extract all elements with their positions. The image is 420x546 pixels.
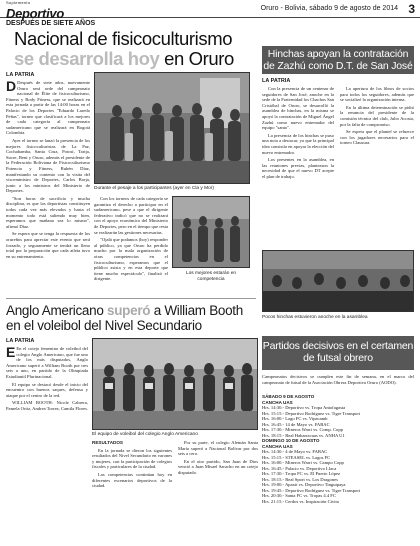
section-label: DESPUÉS DE SIETE AÑOS [6,20,96,27]
dateline: Oruro - Bolivia, sábado 9 de agosto de 2014 [260,5,398,12]
dropcap: E [6,346,16,360]
paragraph: "Ojalá que podamos (hoy) responder al público, ya que Oruro ha perdido mucho por la mala organización de otras competencias en el fisicoculturismo, esperamos que el público asista y en esta deporte que tiene mucho espectáculo", finalizó el dirigente. [94,237,168,282]
venue-heading: CANCHA UAS [262,443,293,449]
paragraph: Los presentes en la asamblea, en las reuniones previas, plantearon la necesidad de que el nuevo DT acepte el plan de trabajo. [262,157,334,179]
headline-hinchas: Hinchas apoyan la contratación de Zazhú como D.T. de San José [263,48,413,72]
article-body [94,196,168,290]
photo-illustration [95,73,250,184]
paragraph: En el otro partido, San Juan de Dios venció a Juan Misael Saracho en un cotejo disputado. [178,458,258,475]
headline-part: a William Booth [153,303,243,318]
headline-tail: en Oruro [164,48,234,69]
volleyball-team-photo [92,338,258,430]
source-tag: LA PATRIA [6,338,35,344]
source-tag: LA PATRIA [6,72,35,78]
article-body [340,86,414,246]
fixture-item: Hrs. 14:30.- 4 de Mayo vs. FABAC [262,449,328,454]
headline-highlight: se desarrolla hoy [14,48,160,69]
photo-illustration [173,197,250,268]
headline-part: en el voleibol del Nivel Secundario [6,318,202,333]
paragraph: Las competencias continúan hoy en diferentes escenarios deportivos de la ciudad. [92,471,172,489]
masthead [0,0,420,21]
fixture-item: Hrs. 19:45.- Deportivo Rodríguez vs. Tigre Transport [262,487,361,493]
headline-futsal: Partidos decisivos en el certamen de futsal obrero [262,340,414,364]
fixture-item: Hrs. 16:45.- 14 de Mayo vs. FABAC [262,421,330,427]
paragraph: Se espera que se tenga la respuesta de los orureños para apreciar este evento que será forzado, y seguramente se tendrá un lleno total por la preparación que cada atleta tuvo en su entrenamiento. [6,231,90,259]
paragraph: En la jornada se dieron los siguientes resultados del Nivel Secundario en varones y mujeres, con la participación de colegios fiscales y particulares de la ciudad. [92,447,172,470]
fixture-item: Hrs. 16:00.- Lago FC vs. Vipacamb [262,416,328,421]
venue-heading: CANCHA UAS [262,399,293,405]
hinchas-headline-box [262,46,414,74]
photo-caption: Durante el pesaje a los participantes (ayer en Cla y Mor) [94,186,214,191]
fixture-item: Hrs. 19:00.- Apaxit vs. Deportivo Tinguipaya [262,482,346,487]
day-heading: DOMINGO 10 DE AGOSTO [262,438,320,443]
fixture-item: Hrs. 16:00.- Mineros Warri vs. Campo Copp [262,460,344,465]
fixture-item: Hrs. 14:30.- Deportivo vs. Tropa Antofagasta [262,405,346,410]
article-intro [262,374,414,392]
fixture-item: Hrs. 17:30.- Tropa FC vs. El Puerto López [262,471,341,476]
paragraph: Se espera que el plantel se refuerce con los jugadores necesarios para el torneo Clausura. [340,129,414,146]
subheading-resultados: RESULTADOS [92,440,123,445]
paragraph: Después de siete años, nuevamente Oruro será sede del campeonato nacional de Élite de fisicoculturismo, Fitness y Body Fitness, que se realizará en esta jornada a partir de las 14:00 horas en el Palacio de los Deportes "Eduardo Laredo Peñas", torneo que clasificará a los mejores de cada categoría al campeonato sudamericano que se realizará en Bogotá Colombia. [6,80,90,136]
headline-voleibol [6,303,286,333]
dropcap: D [6,80,17,94]
paragraph: La apertura de los libros de socios para todos los seguidores, además que se socializó la organización interna. [340,86,414,103]
fixture-item: Hrs. 20:30.- Santa FC vs. Tropas 4.4 FC [262,493,336,498]
fixture-list [262,394,414,504]
photo-caption: Los mejores estarán en competencia [185,271,237,282]
paragraph: "Son horas de sacrificio y mucha disciplina, es que los deportistas constituyen todos cada vez más elevados y hasta el momento todo está saliendo muy bien, esperamos que mañana sea lo mismo", afirmó Díaz. [6,195,90,229]
paragraph: WILLIAM BOOTH: Nicole Cabrera, Pamela Ortiz, Andrea Torrez, Camila Flores. [6,400,88,411]
fixture-item: Hrs. 17:30.- Mineros Warri vs. Comp. Copp [262,427,343,432]
futsal-headline-box [262,336,414,370]
article-body [92,440,172,542]
fixture-item: Hrs. 18:15.- Real Sport vs. Los Dragones [262,476,338,482]
paragraph: La presencia de los hinchas se puso una nota a destacar, ya que la principal idea consistía en apoyar la elección del nuevo entrenador. [262,132,334,155]
fixture-item: Hrs. 15:15.- Deportivo Rodríguez vs. Tigre Transport [262,410,361,416]
fixture-item: Hrs. 16:45.- Palacio vs. Deportivo Llaca [262,465,337,471]
fixture-item: Hrs. 18:15.- Real Habarracuas vs. ANHA U1 [262,432,345,438]
headline-part: Anglo Americano [6,303,104,318]
article-body [262,86,334,246]
photo-caption: Pocos hinchas estuvieron anoche en la asamblea [262,315,368,320]
paragraph: Con los torneos de cada categoría se garantiza el derecho a participar en el sudamericano, pese a que el dirigente federativo indicó que no se realizará con el apoyo económico del Ministerio de Deportes, pero en el tiempo que resta se realizarán las gestiones necesarias. [94,196,168,235]
bodybuilders-photo [94,72,250,184]
paragraph: En la última determinación se pidió la renuncia del presidente de la comisión técnica del club, Julio Acosta, por la falta de compromiso. [340,104,414,127]
athletes-photo [172,196,250,268]
logo-text: Deportivo [6,6,64,21]
day-heading: SÁBADO 9 DE AGOSTO [262,394,315,399]
fixture-item: Hrs. 15:15.- STEASEL vs. Lagos FC [262,454,331,460]
photo-caption: El equipo de voleibol del colegio Anglo Americano [92,432,198,437]
paragraph: En el cotejo femenino de voleibol del colegio Anglo Americano, que fue uno de los más disputados, Anglo Americano superó a William Booth por tres sets a uno, en partido de la Olimpiada Estudiantil Plurinacional. [6,346,88,379]
paragraph: Ayer el torneo se lanzó la presencia de los mejores fisicoculturistas de La Paz, Cochabamba, Santa Cruz, Potosí, Tarija, Sucre, Beni y Oruro, además el presidente de la Federación Boliviana de Fisicoculturismo Potencia y Fitness, Rubén Díaz, manifestando su contento con la visita del visceministro de Deportes, Carlos Borja, junto a los ministros del Ministerio de Deportes. [6,137,90,194]
headline-fisicoculturismo [14,29,254,69]
headline-line1: Nacional de fisicoculturismo [14,28,233,49]
page-number: 3 [408,2,415,16]
source-tag: LA PATRIA [262,78,291,84]
fixture-item: Hrs. 21:15.- Cerdos vs. Inspiración Civita [262,498,339,504]
headline-highlight: superó [107,303,151,318]
paragraph: Por su parte, el colegio Alemán Santa María superó a Nacional Bolívar por dos sets a cero. [178,440,258,457]
logo-small-text: Suplemento [6,0,31,5]
article-body [6,346,88,542]
article-body [6,80,90,290]
paragraph: Campeonatos decisivos se cumplen este fin de semana, en el marco del campeonato de futsal de la Asociación Obrera Deportiva Oruro (AODO). [262,374,414,385]
photo-illustration [93,339,258,430]
divider [6,298,256,299]
article-body [178,440,258,542]
paragraph: Con la presencia de un centenar de seguidores de San José, anoche en la sede de la Fraternidad los Chachos San Cristóbal de Oruro, se desarrolló la asamblea de hinchas, en la misma se apoyó la contratación de Miguel Ángel Zazhú como nuevo entrenador del equipo "santo". [262,86,334,131]
paragraph: El equipo se destacó desde el inicio del encuentro con buenos saques, defensa y ataque por el centro de la red. [6,381,88,398]
